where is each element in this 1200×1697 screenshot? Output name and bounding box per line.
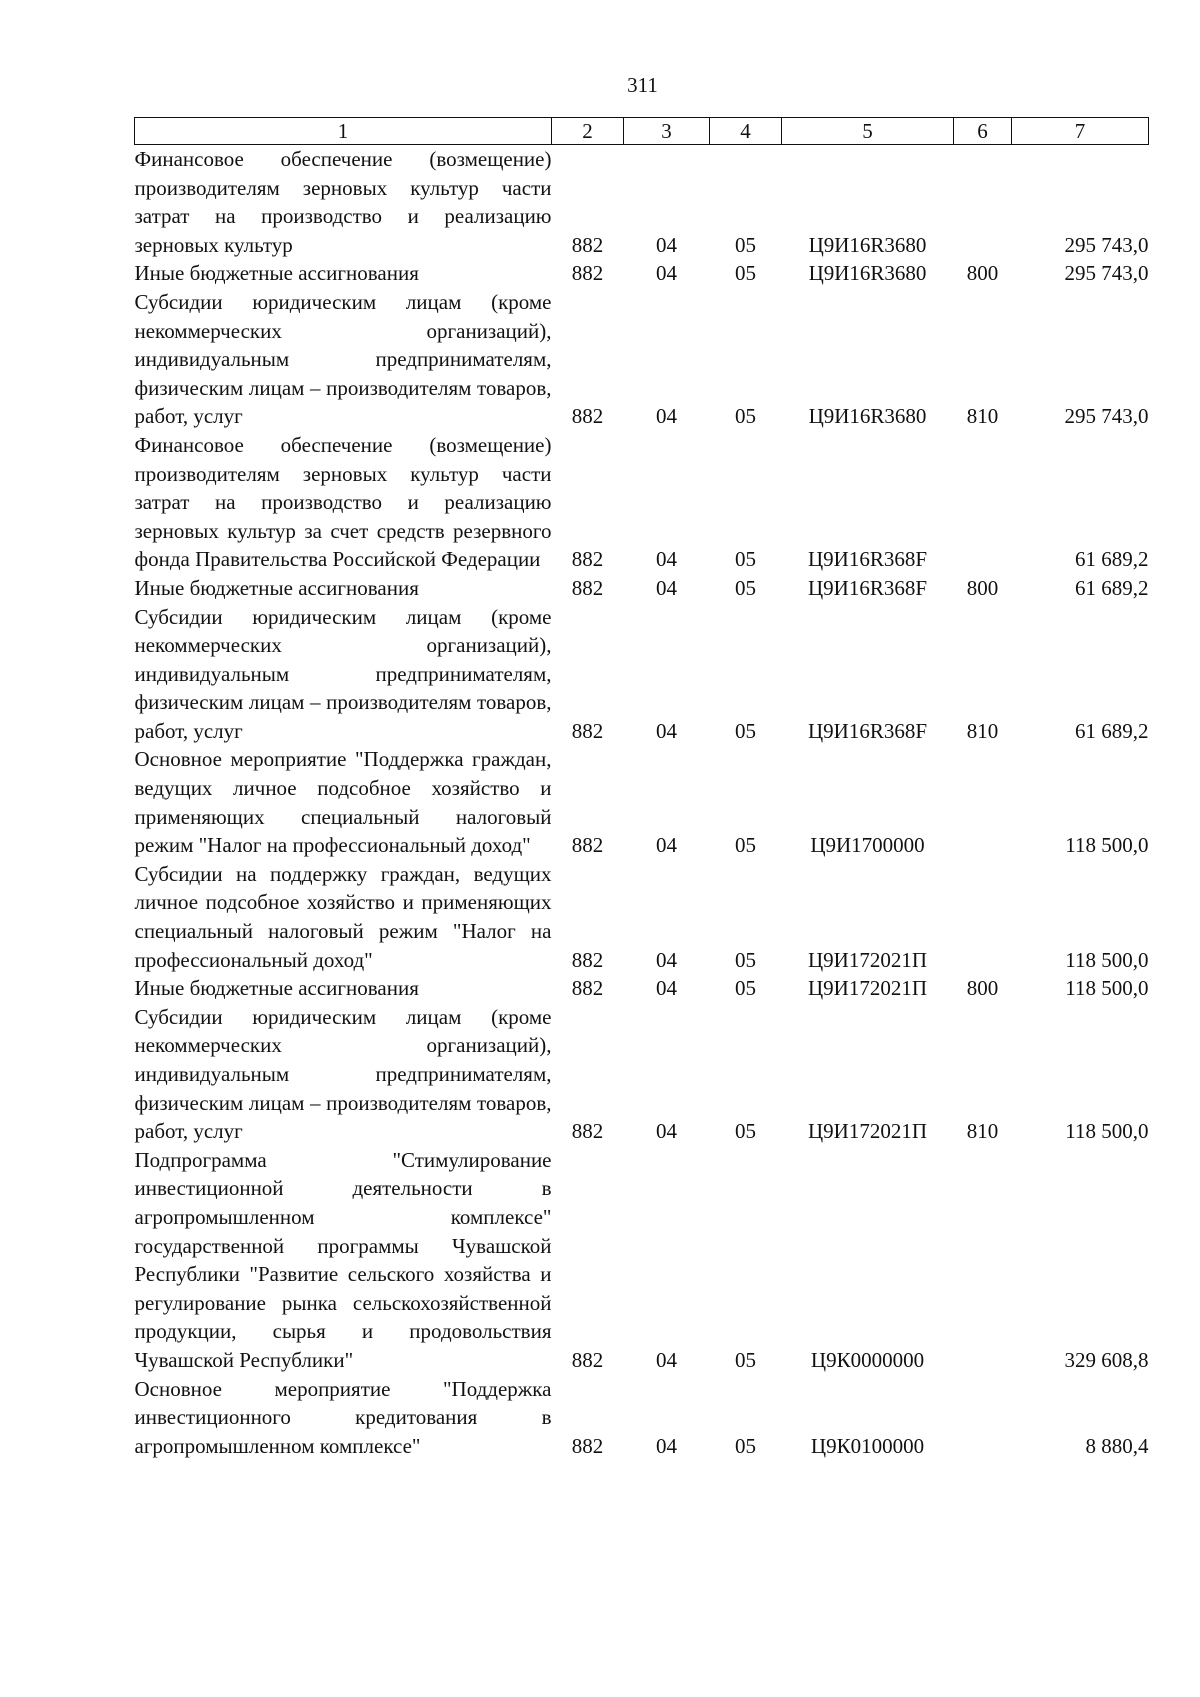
row-name: Иные бюджетные ассигнования xyxy=(134,575,419,600)
amount: 8 880,4 xyxy=(1085,1433,1149,1458)
amount: 329 608,8 xyxy=(1064,1347,1149,1372)
subsection-code: 05 xyxy=(735,232,756,257)
amount: 61 689,2 xyxy=(1075,575,1149,600)
target-article-code: Ц9И16R368F xyxy=(807,718,928,743)
section-code: 04 xyxy=(656,947,677,972)
ministry-code: 882 xyxy=(571,1347,604,1372)
section-code: 04 xyxy=(656,833,677,858)
ministry-code: 882 xyxy=(571,547,604,572)
table-row xyxy=(135,745,1149,859)
expense-type-code xyxy=(954,1375,1012,1461)
target-article-code: Ц9К0100000 xyxy=(810,1433,925,1458)
expense-type-code: 800 xyxy=(966,575,999,600)
subsection-code: 05 xyxy=(735,1347,756,1372)
column-header: 5 xyxy=(782,118,954,145)
table-row xyxy=(135,1146,1149,1375)
row-name: Основное мероприятие "Поддержка инвестиционного кредитования в агропромышленном комплексе" xyxy=(134,1376,552,1458)
amount: 61 689,2 xyxy=(1075,718,1149,743)
budget-table xyxy=(134,117,1149,1460)
amount: 118 500,0 xyxy=(1065,947,1149,972)
expense-type-code: 810 xyxy=(966,718,999,743)
column-header: 6 xyxy=(954,118,1012,145)
column-header: 1 xyxy=(135,118,552,145)
subsection-code: 05 xyxy=(735,261,756,286)
table-row xyxy=(135,974,1149,1003)
target-article-code: Ц9И16R368F xyxy=(807,547,928,572)
table-row xyxy=(135,574,1149,603)
row-name: Иные бюджетные ассигнования xyxy=(134,261,419,286)
target-article-code: Ц9И16R3680 xyxy=(808,261,927,286)
subsection-code: 05 xyxy=(735,947,756,972)
subsection-code: 05 xyxy=(735,404,756,429)
section-code: 04 xyxy=(656,575,677,600)
section-code: 04 xyxy=(656,404,677,429)
row-name: Финансовое обеспечение (возмещение) производителям зерновых культур части затрат на производство и реализацию зерновых культур за счет средств резервного фонда Правительства Российской Федерации xyxy=(134,432,552,572)
subsection-code: 05 xyxy=(735,976,756,1001)
target-article-code: Ц9И16R3680 xyxy=(808,232,927,257)
expense-type-code xyxy=(954,145,1012,260)
amount: 295 743,0 xyxy=(1064,232,1149,257)
amount: 295 743,0 xyxy=(1064,404,1149,429)
target-article-code: Ц9К0000000 xyxy=(810,1347,925,1372)
expense-type-code: 810 xyxy=(966,404,999,429)
column-header: 3 xyxy=(624,118,710,145)
table-row xyxy=(135,145,1149,260)
amount: 118 500,0 xyxy=(1065,976,1149,1001)
subsection-code: 05 xyxy=(735,575,756,600)
ministry-code: 882 xyxy=(571,976,604,1001)
amount: 118 500,0 xyxy=(1065,833,1149,858)
row-name: Иные бюджетные ассигнования xyxy=(134,976,419,1001)
section-code: 04 xyxy=(656,261,677,286)
ministry-code: 882 xyxy=(571,261,604,286)
amount: 118 500,0 xyxy=(1065,1119,1149,1144)
expense-type-code xyxy=(954,745,1012,859)
row-name: Подпрограмма "Стимулирование инвестиционной деятельности в агропромышленном комплексе" государственной программы Чувашской Республики "Развитие сельского хозяйства и регулирование рынка сельскохозяйственной продукции, сырья и продовольствия Чувашской Республики" xyxy=(134,1147,552,1372)
ministry-code: 882 xyxy=(571,1119,604,1144)
table-row xyxy=(135,603,1149,746)
target-article-code: Ц9И16R368F xyxy=(807,575,928,600)
expense-type-code: 800 xyxy=(966,261,999,286)
section-code: 04 xyxy=(656,232,677,257)
amount: 295 743,0 xyxy=(1064,261,1149,286)
section-code: 04 xyxy=(656,1347,677,1372)
subsection-code: 05 xyxy=(735,1433,756,1458)
subsection-code: 05 xyxy=(735,833,756,858)
table-row xyxy=(135,1375,1149,1461)
row-name: Субсидии юридическим лицам (кроме некоммерческих организаций), индивидуальным предпринимателям, физическим лицам – производителям товаров, работ, услуг xyxy=(134,604,552,743)
target-article-code: Ц9И1700000 xyxy=(810,833,925,858)
row-name: Финансовое обеспечение (возмещение) производителям зерновых культур части затрат на производство и реализацию зерновых культур xyxy=(134,147,552,257)
section-code: 04 xyxy=(656,718,677,743)
header-row xyxy=(135,118,1149,145)
ministry-code: 882 xyxy=(571,575,604,600)
subsection-code: 05 xyxy=(735,1119,756,1144)
page-number: 311 xyxy=(627,73,658,97)
table-row xyxy=(135,431,1149,574)
expense-type-code xyxy=(954,1146,1012,1375)
table-row xyxy=(135,1003,1149,1146)
section-code: 04 xyxy=(656,1433,677,1458)
amount: 61 689,2 xyxy=(1075,547,1149,572)
column-header: 2 xyxy=(552,118,624,145)
column-header: 7 xyxy=(1012,118,1149,145)
row-name: Субсидии на поддержку граждан, ведущих личное подсобное хозяйство и применяющих специальный налоговый режим "Налог на профессиональный доход" xyxy=(134,861,552,972)
row-name: Основное мероприятие "Поддержка граждан, ведущих личное подсобное хозяйство и применяющих специальный налоговый режим "Налог на профессиональный доход" xyxy=(134,747,552,858)
section-code: 04 xyxy=(656,1119,677,1144)
target-article-code: Ц9И172021П xyxy=(808,1119,927,1144)
table-row xyxy=(135,860,1149,974)
target-article-code: Ц9И172021П xyxy=(808,947,927,972)
ministry-code: 882 xyxy=(571,833,604,858)
section-code: 04 xyxy=(656,547,677,572)
ministry-code: 882 xyxy=(571,947,604,972)
target-article-code: Ц9И172021П xyxy=(808,976,927,1001)
ministry-code: 882 xyxy=(571,404,604,429)
section-code: 04 xyxy=(656,976,677,1001)
table-row xyxy=(135,259,1149,288)
column-header: 4 xyxy=(710,118,782,145)
subsection-code: 05 xyxy=(735,718,756,743)
expense-type-code: 810 xyxy=(966,1119,999,1144)
row-name: Субсидии юридическим лицам (кроме некоммерческих организаций), индивидуальным предпринимателям, физическим лицам – производителям товаров, работ, услуг xyxy=(134,1004,552,1144)
expense-type-code xyxy=(954,860,1012,974)
ministry-code: 882 xyxy=(571,232,604,257)
target-article-code: Ц9И16R3680 xyxy=(808,404,927,429)
ministry-code: 882 xyxy=(571,1433,604,1458)
subsection-code: 05 xyxy=(735,547,756,572)
table-row xyxy=(135,288,1149,431)
row-name: Субсидии юридическим лицам (кроме некоммерческих организаций), индивидуальным предпринимателям, физическим лицам – производителям товаров, работ, услуг xyxy=(134,289,552,429)
ministry-code: 882 xyxy=(571,718,604,743)
expense-type-code: 800 xyxy=(966,976,999,1001)
expense-type-code xyxy=(954,431,1012,574)
